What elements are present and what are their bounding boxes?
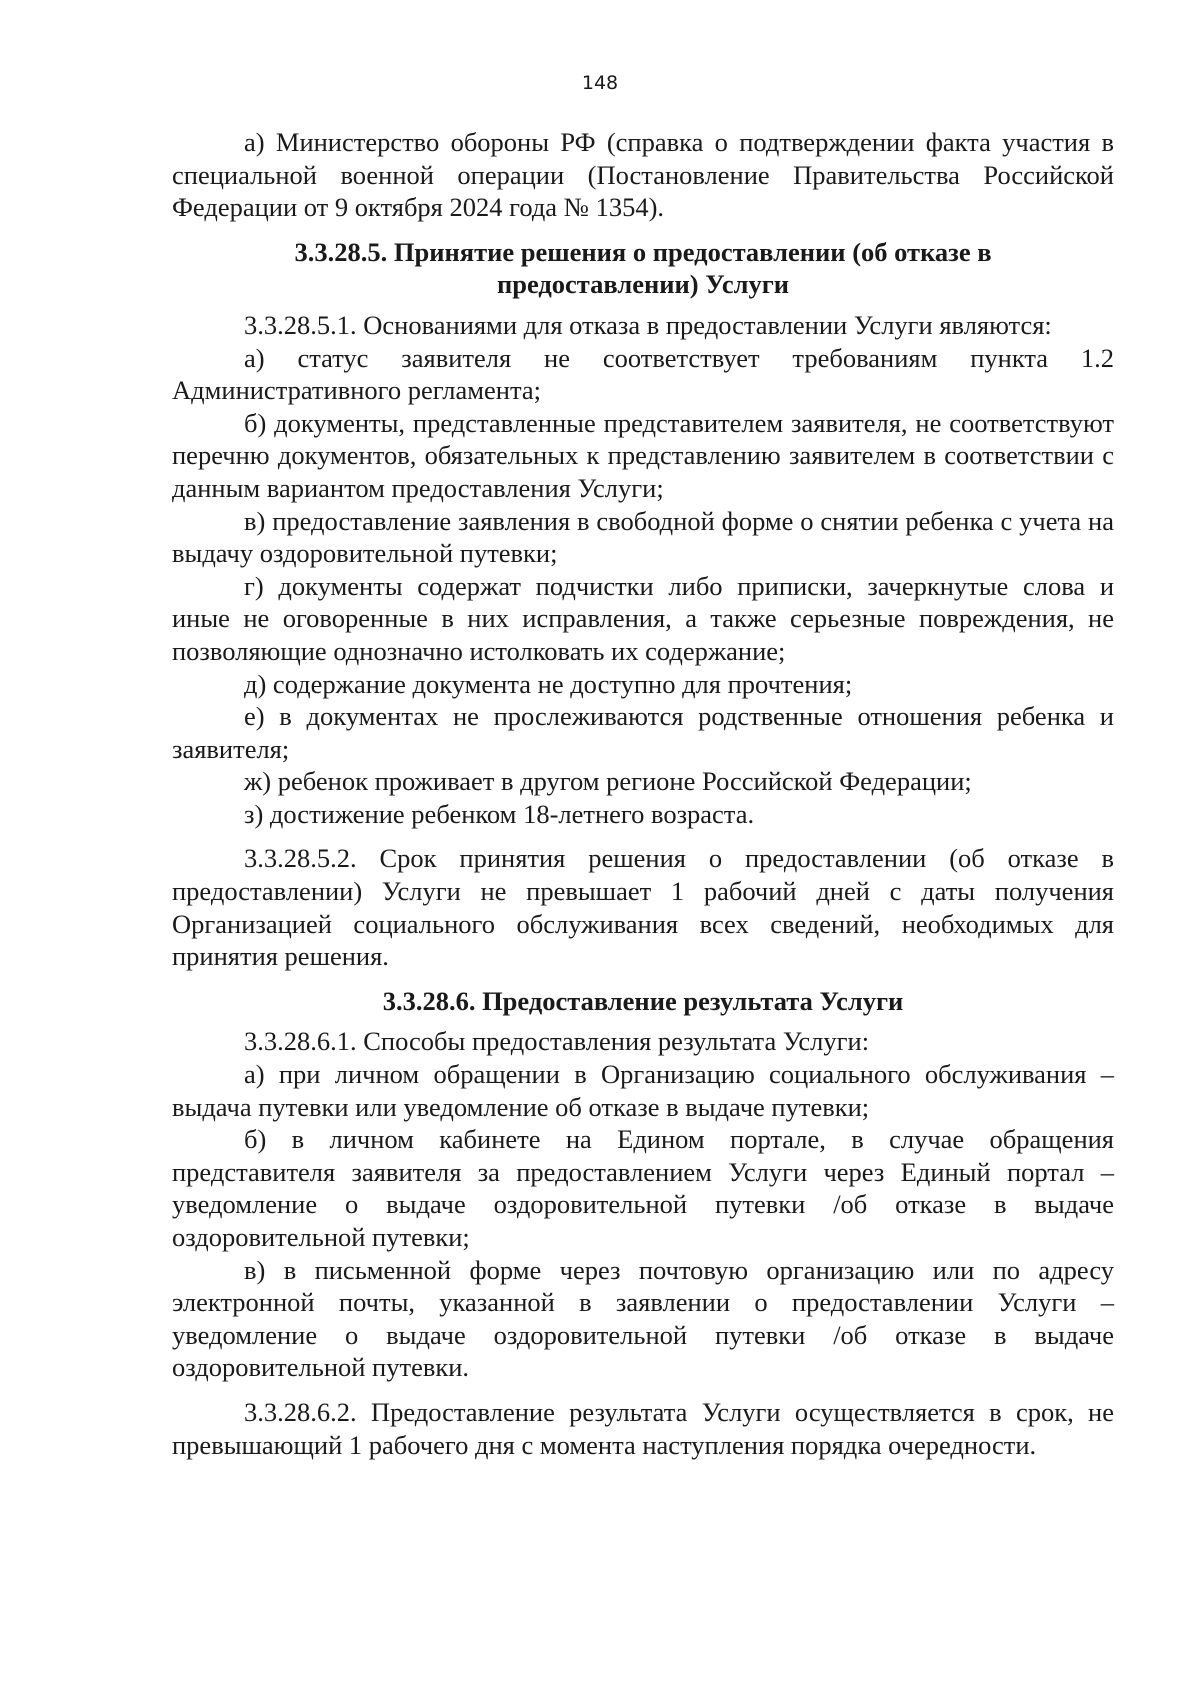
list-item: б) в личном кабинете на Едином портале, в случае обращения представителя заявителя за предоставлением Услуги через Единый портал – уведомление о выдаче оздоровительной путевки /об отказе в выдаче оздоровительной путевки; bbox=[172, 1124, 1114, 1252]
list-item: в) предоставление заявления в свободной форме о снятии ребенка с учета на выдачу оздоровительной путевки; bbox=[172, 505, 1114, 569]
section-heading-result: 3.3.28.6. Предоставление результата Услуги bbox=[382, 985, 904, 1016]
paragraph-refusal-grounds-intro: 3.3.28.5.1. Основаниями для отказа в предоставлении Услуги являются: bbox=[244, 309, 1052, 340]
list-item: г) документы содержат подчистки либо приписки, зачеркнутые слова и иные не оговоренные в них исправления, а также серьезные повреждения, не позволяющие однозначно истолковать их содержание; bbox=[172, 570, 1114, 666]
section-heading-decision: 3.3.28.5. Принятие решения о предоставлении (об отказе в предоставлении) Услуги bbox=[294, 236, 992, 300]
list-item: в) в письменной форме через почтовую организацию или по адресу электронной почты, указанной в заявлении о предоставлении Услуги – уведомление о выдаче оздоровительной путевки /об отказе в выдаче оздоровительной путевки. bbox=[172, 1254, 1114, 1383]
paragraph-result-methods-intro: 3.3.28.6.1. Способы предоставления результата Услуги: bbox=[244, 1026, 870, 1057]
paragraph-decision-term: 3.3.28.5.2. Срок принятия решения о предоставлении (об отказе в предоставлении) Услуги не превышает 1 рабочий дней с даты получения Организацией социального обслуживания всех сведений, необходимых для принятия решения. bbox=[172, 843, 1114, 972]
list-item: з) достижение ребенком 18-летнего возраста. bbox=[244, 798, 755, 829]
paragraph-result-term: 3.3.28.6.2. Предоставление результата Услуги осуществляется в срок, не превышающий 1 рабочего дня с момента наступления порядка очередности. bbox=[172, 1396, 1114, 1460]
list-item: б) документы, представленные представителем заявителя, не соответствуют перечню документов, обязательных к представлению заявителем в соответствии с данным вариантом предоставления Услуги; bbox=[172, 407, 1114, 503]
list-item: д) содержание документа не доступно для прочтения; bbox=[244, 668, 853, 699]
list-item: е) в документах не прослеживаются родственные отношения ребенка и заявителя; bbox=[172, 701, 1114, 764]
page-number: 148 bbox=[581, 72, 619, 94]
paragraph-defense-ministry: а) Министерство обороны РФ (справка о подтверждении факта участия в специальной военной операции (Постановление Правительства Российской Федерации от 9 октября 2024 года № 1354). bbox=[172, 127, 1114, 223]
list-item: а) статус заявителя не соответствует требованиям пункта 1.2 Административного регламента; bbox=[172, 342, 1114, 406]
document-body bbox=[172, 126, 1114, 1461]
list-item: а) при личном обращении в Организацию социального обслуживания – выдача путевки или уведомление об отказе в выдаче путевки; bbox=[172, 1059, 1114, 1122]
list-item: ж) ребенок проживает в другом регионе Российской Федерации; bbox=[244, 766, 972, 797]
